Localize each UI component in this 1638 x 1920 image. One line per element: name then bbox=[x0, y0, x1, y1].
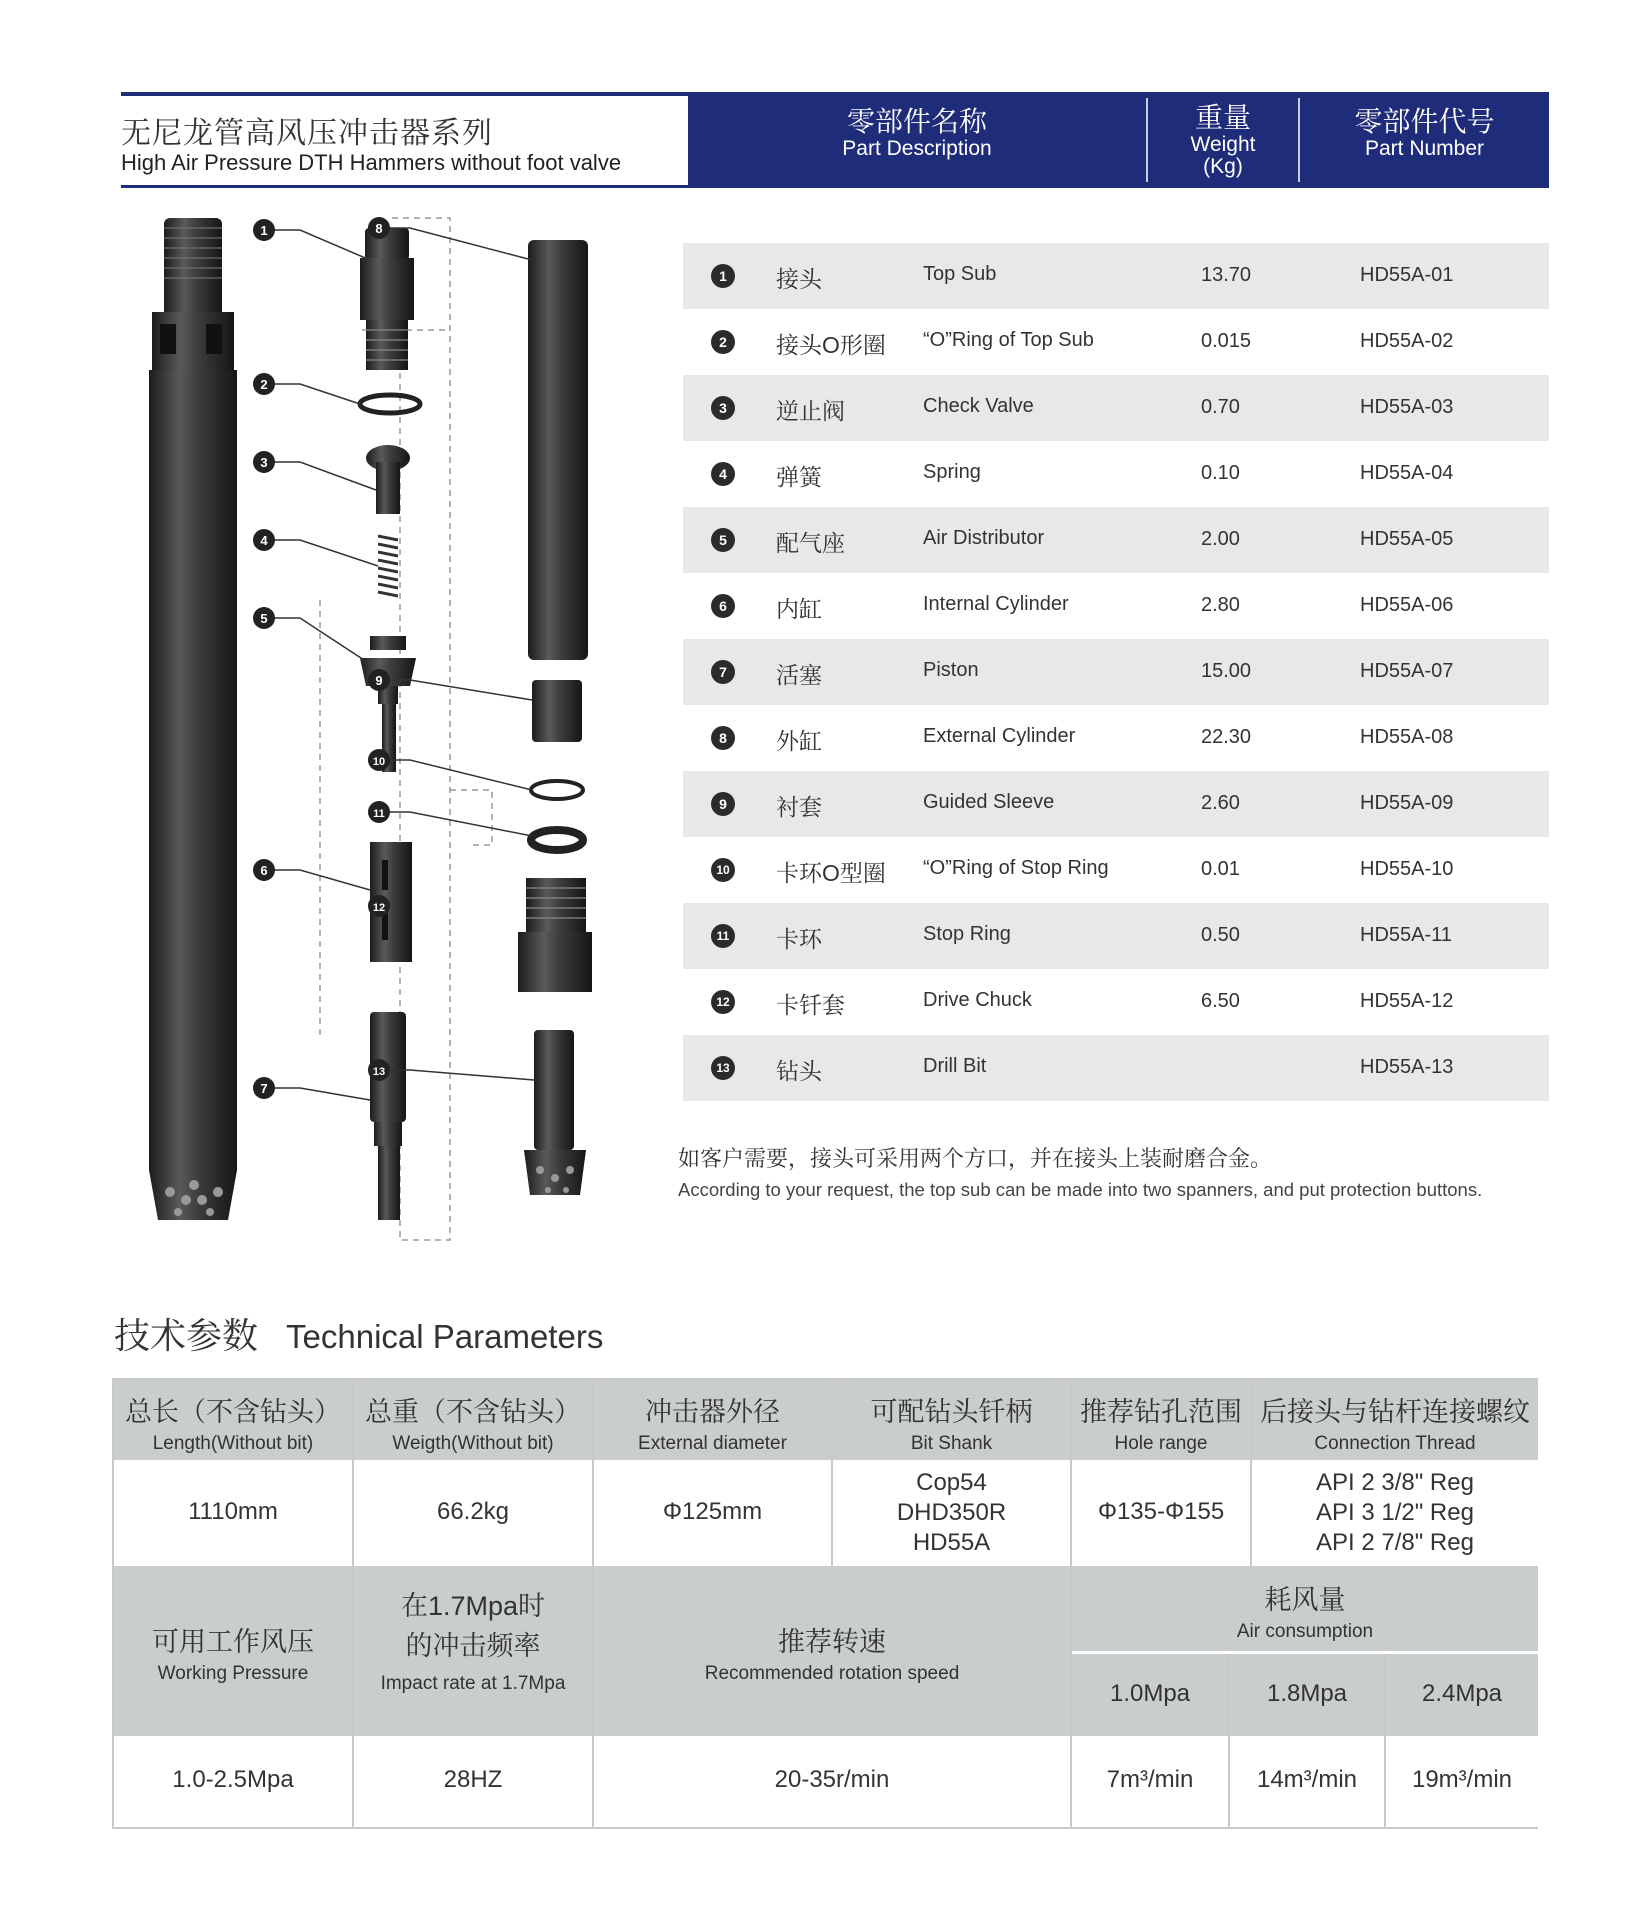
part-number-badge: 9 bbox=[711, 792, 735, 816]
value-bit-shank bbox=[833, 1460, 1070, 1566]
value-text: 19m³/min bbox=[1411, 1766, 1513, 1793]
value-working-pressure bbox=[114, 1736, 352, 1827]
part-name-en: Drill Bit bbox=[923, 1055, 987, 1077]
header-cn: 的冲击频率 bbox=[405, 1631, 541, 1661]
table-divider bbox=[1228, 1654, 1230, 1827]
part-code: HD55A-02 bbox=[1360, 330, 1454, 352]
part-number-badge: 13 bbox=[711, 1056, 735, 1080]
col-pn-cn: 零部件代号 bbox=[1354, 106, 1495, 137]
part-code: HD55A-03 bbox=[1360, 396, 1454, 418]
part-name-cn: 卡环 bbox=[776, 926, 822, 952]
value-text: 7m³/min bbox=[1106, 1766, 1194, 1793]
svg-text:2: 2 bbox=[260, 377, 268, 392]
value-air-2 bbox=[1230, 1736, 1384, 1827]
part-name-en: Spring bbox=[923, 461, 981, 483]
part-code: HD55A-04 bbox=[1360, 462, 1454, 484]
part-row bbox=[683, 771, 1549, 837]
svg-text:7: 7 bbox=[260, 1081, 268, 1096]
header-cn: 在1.7Mpa时 bbox=[400, 1591, 546, 1621]
header-length bbox=[114, 1380, 352, 1460]
value-hole-range bbox=[1072, 1460, 1250, 1566]
column-header-description bbox=[688, 92, 1146, 188]
value-text: DHD350R bbox=[896, 1499, 1007, 1526]
part-name-cn: 接头 bbox=[776, 266, 822, 292]
part-number-badge: 11 bbox=[711, 924, 735, 948]
part-code: HD55A-09 bbox=[1360, 792, 1454, 814]
part-row bbox=[683, 903, 1549, 969]
part-weight: 0.015 bbox=[1201, 330, 1252, 352]
value-length bbox=[114, 1460, 352, 1566]
tech-title-en: Technical Parameters bbox=[286, 1318, 604, 1355]
hammer-exploded-drawing bbox=[120, 200, 640, 1260]
parts-table bbox=[683, 243, 1549, 1101]
callout-badge bbox=[253, 219, 275, 241]
header-en: Weigth(Without bit) bbox=[392, 1433, 554, 1454]
header-en: External diameter bbox=[638, 1433, 787, 1454]
part-name-cn: 衬套 bbox=[776, 794, 822, 820]
part-external-cylinder-drawing bbox=[528, 240, 588, 660]
note-cn: 如客户需要，接头可采用两个方口，并在接头上装耐磨合金。 bbox=[678, 1146, 1273, 1171]
series-title-cn: 无尼龙管高风压冲击器系列 bbox=[121, 117, 493, 150]
part-weight: 22.30 bbox=[1201, 726, 1252, 748]
col-pn-en: Part Number bbox=[1364, 137, 1485, 160]
tech-title-cn: 技术参数 bbox=[114, 1315, 259, 1356]
value-text: 1110mm bbox=[188, 1498, 278, 1525]
part-weight: 2.00 bbox=[1201, 528, 1240, 550]
part-name-cn: 配气座 bbox=[776, 530, 845, 556]
header-weight bbox=[354, 1380, 592, 1460]
part-name-cn: 活塞 bbox=[776, 662, 822, 688]
part-number-badge: 7 bbox=[711, 660, 735, 684]
value-text: HD55A bbox=[912, 1529, 991, 1556]
svg-text:10: 10 bbox=[372, 756, 386, 768]
part-code: HD55A-06 bbox=[1360, 594, 1454, 616]
callout-badge bbox=[368, 801, 390, 823]
header-hole-range bbox=[1072, 1380, 1250, 1460]
part-number-badge: 6 bbox=[711, 594, 735, 618]
part-row bbox=[683, 705, 1549, 771]
header-cn: 后接头与钻杆连接螺纹 bbox=[1260, 1397, 1530, 1427]
part-name-cn: 逆止阀 bbox=[776, 398, 845, 424]
table-divider bbox=[1250, 1380, 1252, 1566]
part-row bbox=[683, 1035, 1549, 1101]
part-weight: 2.60 bbox=[1201, 792, 1240, 814]
value-text: Φ125mm bbox=[662, 1498, 763, 1525]
part-weight: 0.70 bbox=[1201, 396, 1240, 418]
svg-text:9: 9 bbox=[375, 673, 383, 688]
part-top-sub-drawing bbox=[360, 228, 414, 370]
header-en: Hole range bbox=[1114, 1433, 1208, 1454]
value-text: 14m³/min bbox=[1256, 1766, 1358, 1793]
part-number-badge: 2 bbox=[711, 330, 735, 354]
part-name-cn: 弹簧 bbox=[776, 464, 822, 490]
part-code: HD55A-12 bbox=[1360, 990, 1454, 1012]
value-impact-rate bbox=[354, 1736, 592, 1827]
svg-text:4: 4 bbox=[260, 533, 268, 548]
part-name-en: Guided Sleeve bbox=[923, 791, 1055, 813]
header-en: Recommended rotation speed bbox=[704, 1663, 960, 1684]
callout-badge bbox=[253, 373, 275, 395]
value-text: 1.0Mpa bbox=[1109, 1680, 1191, 1707]
callout-badge bbox=[253, 607, 275, 629]
part-air-distributor-drawing bbox=[360, 636, 416, 772]
part-row bbox=[683, 837, 1549, 903]
svg-text:3: 3 bbox=[260, 455, 268, 470]
header-working-pressure bbox=[114, 1566, 352, 1736]
column-header-bar bbox=[688, 92, 1549, 188]
part-row bbox=[683, 441, 1549, 507]
svg-text:1: 1 bbox=[260, 223, 268, 238]
part-stop-ring-o-ring-drawing bbox=[531, 781, 583, 799]
part-o-ring-drawing bbox=[360, 395, 420, 413]
value-text: Φ135-Φ155 bbox=[1097, 1498, 1225, 1525]
svg-text:6: 6 bbox=[260, 863, 268, 878]
part-guided-sleeve-drawing bbox=[532, 680, 582, 742]
callout-badge bbox=[368, 749, 390, 771]
header-rotation-speed bbox=[594, 1566, 1070, 1736]
value-text: 1.0-2.5Mpa bbox=[172, 1766, 294, 1793]
table-divider bbox=[1070, 1380, 1072, 1827]
part-code: HD55A-05 bbox=[1360, 528, 1454, 550]
part-name-cn: 钻头 bbox=[776, 1058, 822, 1084]
part-row bbox=[683, 507, 1549, 573]
value-connection-thread bbox=[1252, 1460, 1538, 1566]
column-header-part-number bbox=[1300, 92, 1549, 188]
part-name-cn: 内缸 bbox=[776, 596, 822, 622]
part-code: HD55A-13 bbox=[1360, 1056, 1454, 1078]
assembled-hammer-illustration bbox=[149, 218, 237, 1220]
part-name-en: Drive Chuck bbox=[923, 989, 1032, 1011]
customization-note bbox=[678, 1142, 1482, 1201]
part-spring-drawing bbox=[378, 536, 398, 596]
value-text: API 2 7/8" Reg bbox=[1316, 1529, 1474, 1556]
callout-badge bbox=[368, 1059, 390, 1081]
part-number-badge: 1 bbox=[711, 264, 735, 288]
part-name-cn: 卡环O型圈 bbox=[776, 860, 886, 886]
header-en: Impact rate at 1.7Mpa bbox=[380, 1673, 566, 1694]
part-name-en: “O”Ring of Top Sub bbox=[923, 329, 1094, 351]
value-text: 2.4Mpa bbox=[1421, 1680, 1503, 1707]
technical-parameters-heading bbox=[114, 1308, 603, 1359]
part-name-en: Air Distributor bbox=[923, 527, 1045, 549]
note-en: According to your request, the top sub can be made into two spanners, and put protection buttons. bbox=[678, 1179, 1483, 1200]
value-air-3 bbox=[1386, 1736, 1538, 1827]
technical-parameters-table bbox=[112, 1378, 1538, 1829]
part-number-badge: 10 bbox=[711, 858, 735, 882]
svg-text:13: 13 bbox=[372, 1066, 386, 1078]
header-en: Connection Thread bbox=[1314, 1433, 1476, 1454]
table-divider bbox=[592, 1380, 594, 1827]
col-weight-en: Weight bbox=[1190, 133, 1256, 156]
part-name-en: Check Valve bbox=[923, 395, 1034, 417]
header-cn: 可配钻头钎柄 bbox=[870, 1397, 1033, 1427]
part-code: HD55A-01 bbox=[1360, 264, 1454, 286]
part-name-cn: 外缸 bbox=[776, 728, 822, 754]
part-code: HD55A-10 bbox=[1360, 858, 1454, 880]
table-divider bbox=[352, 1380, 354, 1827]
value-diameter bbox=[594, 1460, 831, 1566]
header-en: Length(Without bit) bbox=[152, 1433, 314, 1454]
part-weight: 15.00 bbox=[1201, 660, 1252, 682]
part-number-badge: 8 bbox=[711, 726, 735, 750]
part-drill-bit-drawing bbox=[524, 1030, 586, 1195]
table-divider bbox=[1072, 1651, 1538, 1654]
table-divider bbox=[1384, 1654, 1386, 1827]
callout-badge bbox=[368, 217, 390, 239]
column-header-weight bbox=[1148, 92, 1298, 188]
part-number-badge: 3 bbox=[711, 396, 735, 420]
callout-badge bbox=[368, 895, 390, 917]
header-cn: 耗风量 bbox=[1264, 1585, 1346, 1615]
value-text: API 2 3/8" Reg bbox=[1316, 1469, 1474, 1496]
value-text: 28HZ bbox=[443, 1766, 503, 1793]
part-weight: 0.10 bbox=[1201, 462, 1240, 484]
part-name-cn: 接头O形圈 bbox=[776, 332, 886, 358]
part-code: HD55A-08 bbox=[1360, 726, 1454, 748]
value-text: 66.2kg bbox=[436, 1498, 510, 1525]
header-impact-rate bbox=[354, 1566, 592, 1736]
part-row bbox=[683, 969, 1549, 1035]
value-text: Cop54 bbox=[916, 1469, 987, 1496]
value-rotation-speed bbox=[594, 1736, 1070, 1827]
table-divider bbox=[831, 1380, 833, 1566]
col-weight-unit: (Kg) bbox=[1203, 155, 1243, 178]
header-en: Air consumption bbox=[1236, 1621, 1374, 1642]
part-name-en: Top Sub bbox=[923, 263, 997, 285]
header-en: Working Pressure bbox=[157, 1663, 309, 1684]
header-band bbox=[121, 92, 1549, 188]
part-weight: 2.80 bbox=[1201, 594, 1240, 616]
header-cn: 推荐钻孔范围 bbox=[1080, 1397, 1242, 1427]
callout-badge bbox=[253, 529, 275, 551]
header-connection-thread bbox=[1252, 1380, 1538, 1460]
part-name-en: External Cylinder bbox=[923, 725, 1076, 747]
col-desc-cn: 零部件名称 bbox=[846, 106, 987, 137]
part-name-en: Piston bbox=[923, 659, 979, 681]
part-check-valve-drawing bbox=[366, 445, 410, 514]
value-text: 20-35r/min bbox=[774, 1766, 890, 1793]
callout-badge bbox=[253, 451, 275, 473]
callout-badge bbox=[253, 1077, 275, 1099]
value-text: 1.8Mpa bbox=[1266, 1680, 1348, 1707]
svg-text:12: 12 bbox=[372, 902, 386, 914]
part-weight: 13.70 bbox=[1201, 264, 1252, 286]
value-text: API 3 1/2" Reg bbox=[1316, 1499, 1474, 1526]
header-en: Bit Shank bbox=[910, 1433, 993, 1454]
part-row bbox=[683, 573, 1549, 639]
part-drive-chuck-drawing bbox=[518, 878, 592, 992]
header-cn: 总长（不含钻头） bbox=[125, 1397, 341, 1427]
header-cn: 冲击器外径 bbox=[645, 1397, 780, 1427]
svg-text:8: 8 bbox=[375, 221, 383, 236]
callout-badge bbox=[368, 669, 390, 691]
part-stop-ring-drawing bbox=[531, 830, 583, 850]
part-number-badge: 5 bbox=[711, 528, 735, 552]
header-air-pressure-2 bbox=[1230, 1654, 1384, 1736]
part-weight: 6.50 bbox=[1201, 990, 1240, 1012]
header-air-consumption bbox=[1072, 1566, 1538, 1652]
part-name-cn: 卡钎套 bbox=[776, 992, 845, 1018]
header-diameter bbox=[594, 1380, 831, 1460]
header-cn: 总重（不含钻头） bbox=[365, 1397, 581, 1427]
part-row bbox=[683, 243, 1549, 309]
svg-text:5: 5 bbox=[260, 611, 268, 626]
part-code: HD55A-11 bbox=[1360, 924, 1452, 946]
part-name-en: Internal Cylinder bbox=[923, 593, 1069, 615]
series-title-en: High Air Pressure DTH Hammers without foot valve bbox=[121, 150, 622, 175]
header-air-pressure-3 bbox=[1386, 1654, 1538, 1736]
col-desc-en: Part Description bbox=[842, 137, 992, 160]
header-air-pressure-1 bbox=[1072, 1654, 1228, 1736]
part-number-badge: 4 bbox=[711, 462, 735, 486]
header-bit-shank bbox=[833, 1380, 1070, 1460]
part-row bbox=[683, 639, 1549, 705]
part-name-en: “O”Ring of Stop Ring bbox=[923, 857, 1109, 879]
series-title-block bbox=[121, 92, 688, 188]
part-name-en: Stop Ring bbox=[923, 923, 1011, 945]
part-code: HD55A-07 bbox=[1360, 660, 1454, 682]
part-row bbox=[683, 375, 1549, 441]
callout-badge bbox=[253, 859, 275, 881]
part-weight: 0.50 bbox=[1201, 924, 1240, 946]
value-air-1 bbox=[1072, 1736, 1228, 1827]
svg-text:11: 11 bbox=[373, 808, 385, 820]
header-cn: 推荐转速 bbox=[778, 1627, 886, 1657]
part-weight: 0.01 bbox=[1201, 858, 1240, 880]
part-row bbox=[683, 309, 1549, 375]
col-weight-cn: 重量 bbox=[1194, 102, 1251, 133]
part-number-badge: 12 bbox=[711, 990, 735, 1014]
header-cn: 可用工作风压 bbox=[152, 1627, 314, 1657]
value-weight bbox=[354, 1460, 592, 1566]
